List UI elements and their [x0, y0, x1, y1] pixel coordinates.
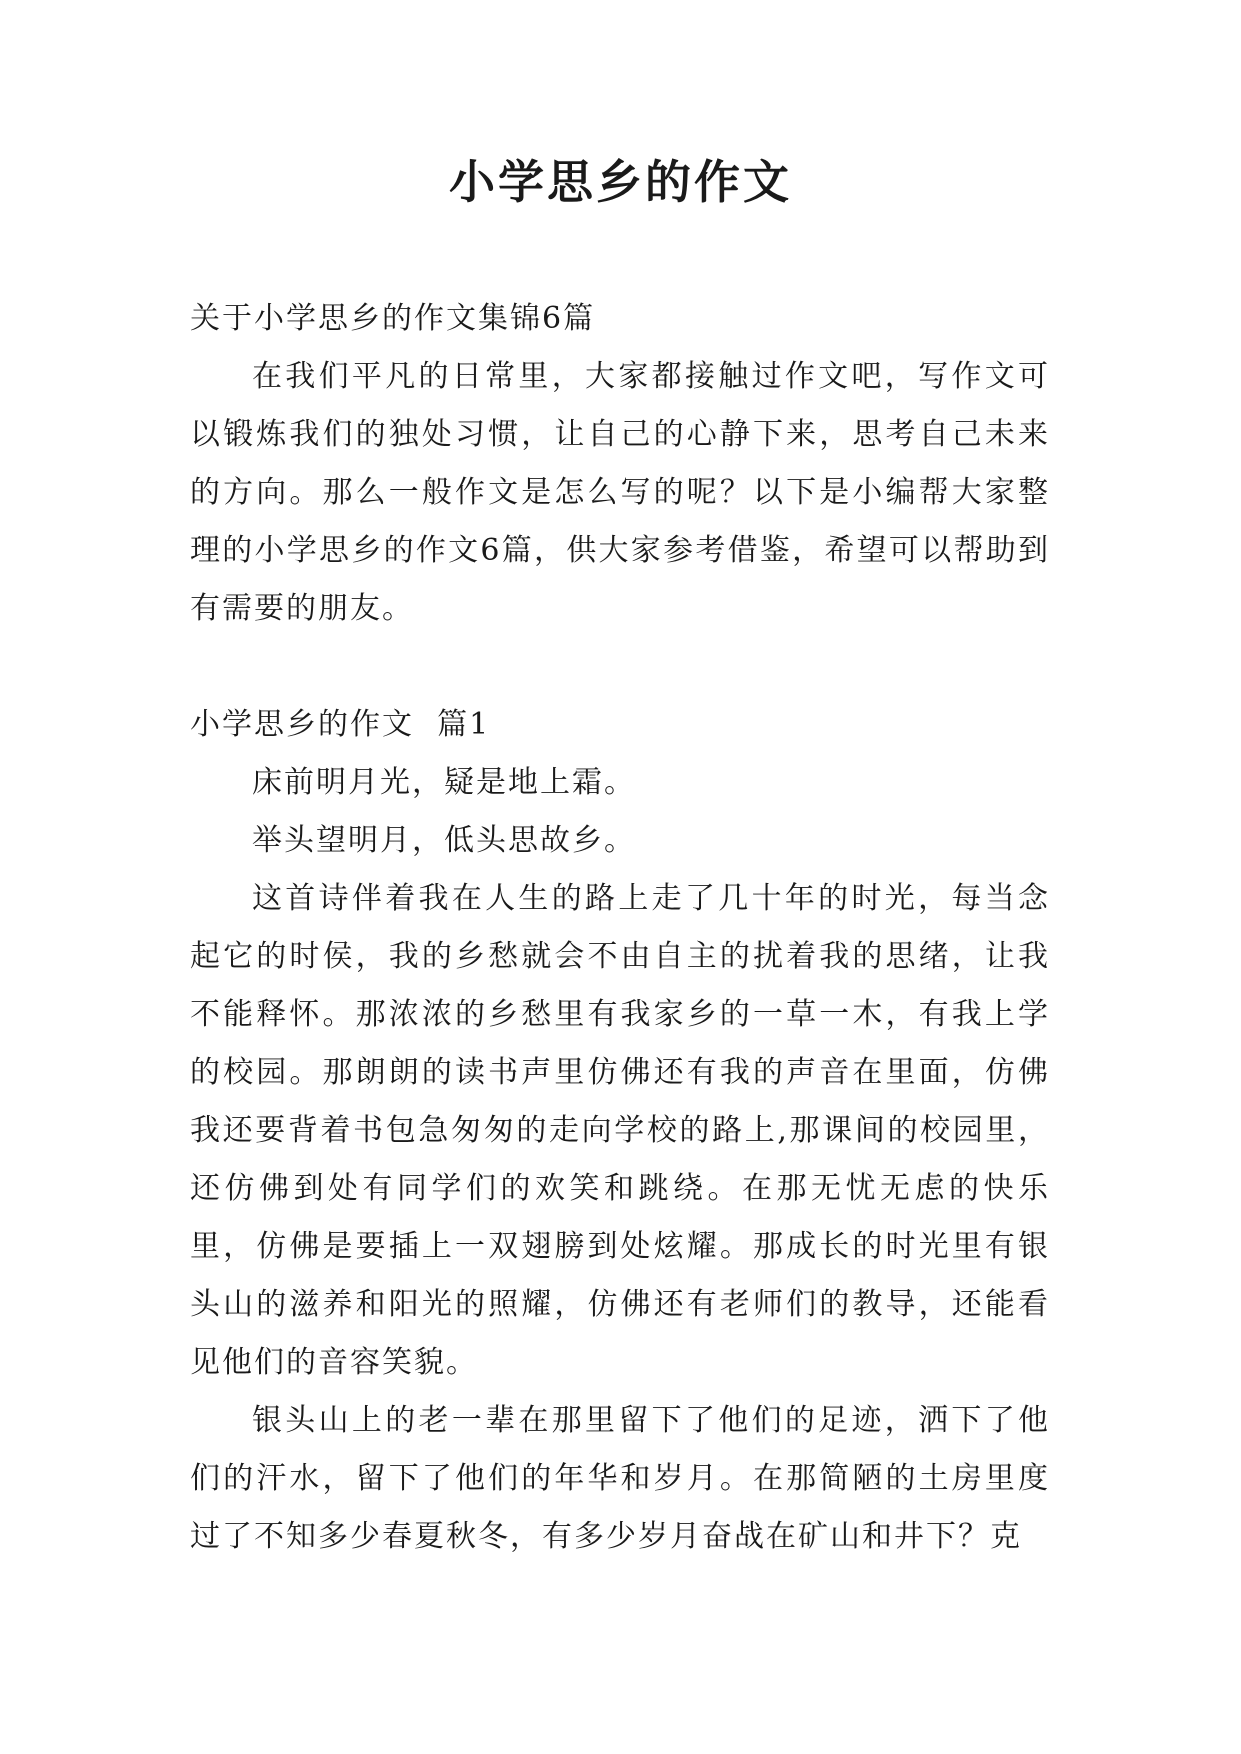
poem-line-2: 举头望明月，低头思故乡。: [252, 823, 636, 858]
document-title: 小学思乡的作文: [449, 155, 792, 209]
section-spacer: [190, 638, 1050, 696]
essay-1-paragraph-1: 这首诗伴着我在人生的路上走了几十年的时光，每当念起它的时侯，我的乡愁就会不由自主的扰着我的思绪，让我不能释怀。那浓浓的乡愁里有我家乡的一草一木，有我上学的校园。那朗朗的读书声里仿佛还有我的声音在里面，仿佛我还要背着书包急匆匆的走向学校的路上,那课间的校园里，还仿佛到处有同学们的欢笑和跳绕。在那无忧无虑的快乐里，仿佛是要插上一双翅膀到处炫耀。那成长的时光里有银头山的滋养和阳光的照耀，仿佛还有老师们的教导，还能看见他们的音容笑貌。: [190, 881, 1050, 1380]
collection-heading: 关于小学思乡的作文集锦6篇: [190, 301, 596, 336]
document-body: [190, 290, 1050, 1566]
intro-paragraph: 在我们平凡的日常里，大家都接触过作文吧，写作文可以锻炼我们的独处习惯，让自己的心静下来，思考自己未来的方向。那么一般作文是怎么写的呢？以下是小编帮大家整理的小学思乡的作文6篇，供大家参考借鉴，希望可以帮助到有需要的朋友。: [190, 359, 1050, 626]
essay-1-heading: 小学思乡的作文 篇1: [190, 707, 491, 742]
essay-1-paragraph-2: 银头山上的老一辈在那里留下了他们的足迹，洒下了他们的汗水，留下了他们的年华和岁月。在那简陋的土房里度过了不知多少春夏秋冬，有多少岁月奋战在矿山和井下？克: [190, 1403, 1050, 1554]
poem-line-1: 床前明月光，疑是地上霜。: [252, 765, 636, 800]
